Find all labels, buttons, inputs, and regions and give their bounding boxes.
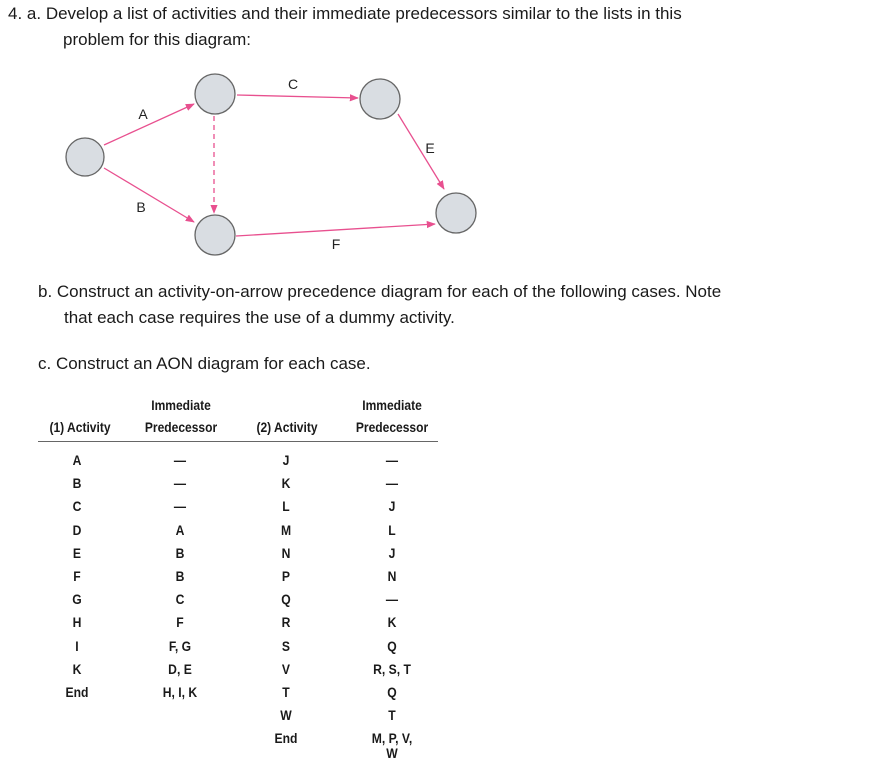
case2-activity: L	[282, 499, 290, 515]
case2-predecessor: Q	[387, 638, 397, 654]
case2-activity: K	[281, 476, 291, 492]
case1-predecessor: —	[173, 453, 187, 468]
header-col2-bottom: Predecessor	[144, 419, 218, 435]
case2-activity: P	[281, 569, 291, 584]
case1-predecessor: B	[175, 545, 185, 561]
case2-predecessor: —	[385, 592, 399, 608]
case2-activity: T	[282, 685, 290, 700]
case2-activity: J	[282, 453, 290, 468]
question-a-line2: problem for this diagram:	[63, 30, 252, 49]
case2-predecessor: R, S, T	[373, 661, 411, 677]
case1-activity: B	[72, 476, 82, 492]
question-c: c. Construct an AON diagram for each case.	[38, 354, 371, 373]
label-a: A	[138, 106, 148, 122]
case2-predecessor: N	[387, 569, 397, 584]
case2-predecessor: Q	[387, 685, 397, 700]
case1-predecessor: —	[173, 476, 187, 492]
case1-activity: D	[72, 522, 82, 538]
case1-predecessor: —	[173, 499, 187, 515]
case1-predecessor: C	[175, 592, 185, 608]
question-b-line2: that each case requires the use of a dummy activity.	[64, 308, 455, 327]
case2-predecessor: J	[388, 499, 396, 515]
case2-activity: W	[280, 708, 292, 724]
question-number: 4.	[8, 4, 23, 23]
header-col4-top: Immediate	[362, 397, 422, 413]
case2-predecessor: M, P, V, W	[371, 731, 413, 761]
case1-activity: K	[72, 661, 82, 677]
header-col1: (1) Activity	[49, 419, 111, 435]
case2-predecessor: T	[388, 708, 396, 724]
header-col3: (2) Activity	[256, 419, 318, 435]
label-e: E	[425, 140, 435, 156]
case1-activity: A	[72, 453, 82, 468]
case2-activity: End	[274, 731, 298, 747]
case1-predecessor: D, E	[168, 661, 192, 677]
case1-predecessor: B	[175, 569, 185, 584]
question-b-line1: b. Construct an activity-on-arrow precedence diagram for each of the following cases. Note	[38, 282, 722, 301]
case1-predecessor: F	[176, 615, 184, 631]
case2-activity: N	[281, 545, 291, 561]
case1-activity: H	[72, 615, 82, 631]
case2-predecessor: L	[388, 522, 396, 538]
case2-activity: M	[280, 522, 292, 538]
case2-activity: V	[281, 661, 291, 677]
case2-activity: Q	[281, 592, 291, 608]
case1-activity: I	[75, 638, 79, 654]
case1-predecessor: A	[175, 522, 185, 538]
case1-activity: E	[72, 545, 82, 561]
case1-activity: End	[65, 685, 89, 700]
header-col2-top: Immediate	[151, 397, 211, 413]
question-a-text: a. Develop a list of activities and their immediate predecessors similar to the lists in this	[26, 4, 682, 23]
case1-activity: C	[72, 499, 82, 515]
header-rule	[38, 441, 438, 442]
case1-predecessor: H, I, K	[162, 685, 198, 700]
label-f: F	[331, 236, 341, 252]
case2-predecessor: K	[387, 615, 397, 631]
case2-activity: S	[281, 638, 291, 654]
case1-predecessor: F, G	[168, 638, 192, 654]
case2-activity: R	[281, 615, 291, 631]
case1-activity: G	[72, 592, 82, 608]
case2-predecessor: J	[388, 545, 396, 561]
label-b: B	[136, 199, 146, 215]
case2-predecessor: —	[385, 476, 399, 492]
case2-predecessor: —	[385, 453, 399, 468]
case1-activity: F	[73, 569, 81, 584]
header-col4-bottom: Predecessor	[355, 419, 429, 435]
label-c: C	[287, 76, 299, 92]
